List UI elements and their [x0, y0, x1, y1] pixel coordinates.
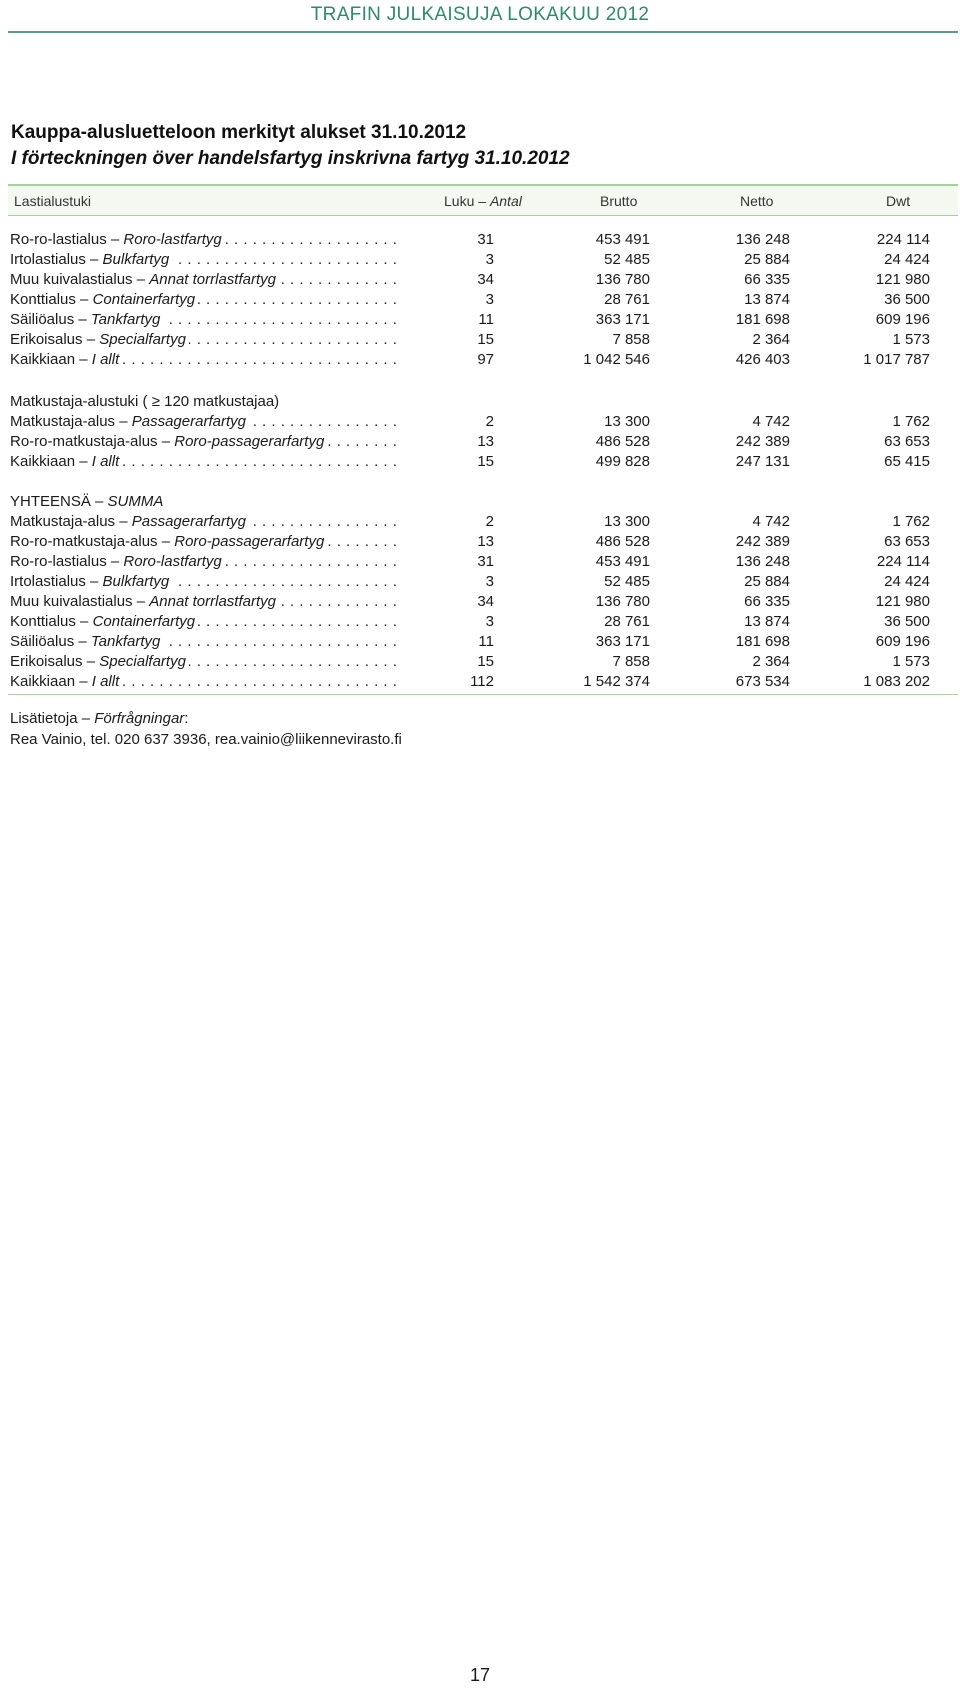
column-category: Lastialustuki — [14, 193, 92, 209]
row-label-fi: Ro-ro-matkustaja-alus – — [10, 533, 171, 550]
row-dwt: 121 980 — [875, 593, 930, 610]
row-net: 136 248 — [735, 231, 790, 248]
table-row — [10, 512, 958, 532]
table-row — [10, 412, 958, 432]
row-label-fi: Ro-ro-lastialus – — [10, 231, 120, 248]
row-count: 112 — [470, 673, 494, 690]
row-count: 11 — [478, 311, 494, 328]
row-net: 2 364 — [752, 653, 790, 670]
row-gross: 363 171 — [595, 633, 650, 650]
row-count: 3 — [485, 573, 494, 590]
row-net: 242 389 — [735, 433, 790, 450]
row-net: 2 364 — [752, 331, 790, 348]
page-number: 17 — [469, 1665, 491, 1685]
row-count: 3 — [485, 613, 494, 630]
table-row — [10, 310, 958, 330]
row-net: 25 884 — [744, 251, 790, 268]
contact-label-colon: : — [184, 710, 189, 727]
row-label-fi: Ro-ro-matkustaja-alus – — [10, 433, 171, 450]
passenger-section-title: Matkustaja-alustuki ( ≥ 120 matkustajaa) — [10, 393, 280, 410]
row-dwt: 1 573 — [892, 331, 930, 348]
row-label-sv: Specialfartyg — [99, 331, 186, 348]
row-count: 97 — [477, 351, 494, 368]
row-dwt: 1 083 202 — [863, 673, 930, 690]
row-label-fi: Irtolastialus – — [10, 573, 99, 590]
contact-label — [10, 708, 402, 729]
row-gross: 453 491 — [595, 231, 650, 248]
row-net: 13 874 — [744, 291, 790, 308]
row-count: 31 — [477, 553, 494, 570]
row-count: 2 — [485, 513, 494, 530]
row-gross: 486 528 — [595, 533, 650, 550]
row-dwt: 121 980 — [875, 271, 930, 288]
row-gross: 486 528 — [595, 433, 650, 450]
table-row — [10, 572, 958, 592]
row-gross: 453 491 — [595, 553, 650, 570]
row-label — [10, 330, 402, 350]
row-dwt: 24 424 — [884, 251, 930, 268]
row-label-fi: Kaikkiaan – — [10, 673, 88, 690]
row-net: 673 534 — [735, 673, 790, 690]
row-label-fi: Erikoisalus – — [10, 331, 96, 348]
row-count: 13 — [477, 433, 494, 450]
row-label-sv: Bulkfartyg — [102, 573, 170, 590]
row-label-fi: Konttialus – — [10, 613, 89, 630]
table-row — [10, 290, 958, 310]
column-net: Netto — [740, 193, 774, 209]
row-label — [10, 592, 402, 612]
contact-label-sv: Förfrågningar — [94, 710, 185, 727]
row-label — [10, 552, 402, 572]
row-count: 3 — [485, 251, 494, 268]
row-dwt: 36 500 — [884, 613, 930, 630]
row-label — [10, 632, 402, 652]
column-gross: Brutto — [600, 193, 638, 209]
row-dwt: 63 653 — [884, 433, 930, 450]
row-label — [10, 230, 402, 250]
title-finnish: Kauppa-alusluetteloon merkityt alukset 31.10.2012 — [11, 122, 467, 143]
row-net: 4 742 — [752, 413, 790, 430]
row-label — [10, 350, 402, 370]
table-row — [10, 612, 958, 632]
publication-header: TRAFIN JULKAISUJA LOKAKUU 2012 — [310, 4, 650, 25]
row-net: 25 884 — [744, 573, 790, 590]
row-gross: 7 858 — [612, 331, 650, 348]
row-gross: 363 171 — [595, 311, 650, 328]
row-dwt: 1 017 787 — [863, 351, 930, 368]
row-gross: 28 761 — [604, 613, 650, 630]
row-count: 34 — [477, 593, 494, 610]
row-label-fi: Matkustaja-alus – — [10, 413, 128, 430]
row-label — [10, 412, 402, 432]
row-label-fi: Säiliöalus – — [10, 633, 87, 650]
table-row — [10, 652, 958, 672]
table-bottom-rule — [8, 694, 958, 695]
row-label-fi: Kaikkiaan – — [10, 351, 88, 368]
row-count: 15 — [477, 653, 494, 670]
row-label-sv: Containerfartyg — [92, 291, 196, 308]
row-dwt: 1 762 — [892, 513, 930, 530]
table-row — [10, 432, 958, 452]
row-net: 4 742 — [752, 513, 790, 530]
row-label — [10, 652, 402, 672]
row-dwt: 609 196 — [875, 311, 930, 328]
row-label — [10, 452, 402, 472]
row-label-sv: I allt — [91, 351, 120, 368]
table-row — [10, 350, 958, 370]
row-label — [10, 250, 402, 270]
row-label-sv: Roro-passagerarfartyg — [174, 533, 325, 550]
row-label — [10, 572, 402, 592]
row-dwt: 224 114 — [876, 231, 930, 248]
row-label — [10, 432, 402, 452]
table-header — [8, 184, 958, 216]
row-label-sv: Passagerarfartyg — [131, 513, 246, 530]
row-gross: 136 780 — [595, 271, 650, 288]
row-gross: 13 300 — [604, 513, 650, 530]
row-label-fi: Muu kuivalastialus – — [10, 593, 146, 610]
row-label-sv: Roro-passagerarfartyg — [174, 433, 325, 450]
table-row — [10, 230, 958, 250]
document-title — [11, 120, 570, 172]
row-dwt: 609 196 — [875, 633, 930, 650]
table-row — [10, 532, 958, 552]
row-net: 242 389 — [735, 533, 790, 550]
row-label-sv: Bulkfartyg — [102, 251, 170, 268]
row-label-fi: Muu kuivalastialus – — [10, 271, 146, 288]
table-row — [10, 592, 958, 612]
row-label-sv: Roro-lastfartyg — [123, 553, 222, 570]
row-count: 15 — [477, 453, 494, 470]
row-label-sv: Tankfartyg — [90, 633, 161, 650]
row-gross: 7 858 — [612, 653, 650, 670]
column-dwt: Dwt — [886, 193, 911, 209]
row-net: 66 335 — [744, 271, 790, 288]
row-gross: 499 828 — [595, 453, 650, 470]
row-label-sv: I allt — [91, 453, 120, 470]
row-label-sv: I allt — [91, 673, 120, 690]
total-section-title — [10, 492, 163, 512]
row-net: 247 131 — [735, 453, 790, 470]
row-dwt: 1 762 — [892, 413, 930, 430]
column-count-sv: Antal — [489, 193, 522, 209]
row-count: 31 — [477, 231, 494, 248]
total-title-sv: SUMMA — [107, 493, 164, 510]
row-dwt: 224 114 — [876, 553, 930, 570]
row-count: 13 — [477, 533, 494, 550]
row-count: 2 — [485, 413, 494, 430]
row-label-fi: Kaikkiaan – — [10, 453, 88, 470]
row-label — [10, 290, 402, 310]
contact-details: Rea Vainio, tel. 020 637 3936, rea.vainio@liikennevirasto.fi — [10, 731, 402, 748]
row-count: 34 — [477, 271, 494, 288]
row-gross: 1 042 546 — [583, 351, 650, 368]
table-row — [10, 452, 958, 472]
row-gross: 52 485 — [604, 573, 650, 590]
row-net: 426 403 — [735, 351, 790, 368]
row-net: 181 698 — [735, 633, 790, 650]
row-gross: 28 761 — [604, 291, 650, 308]
row-dwt: 65 415 — [884, 453, 930, 470]
total-title-fi: YHTEENSÄ – — [10, 493, 104, 510]
row-gross: 1 542 374 — [583, 673, 650, 690]
row-label-fi: Erikoisalus – — [10, 653, 96, 670]
row-label-sv: Annat torrlastfartyg — [149, 271, 276, 288]
row-label-fi: Matkustaja-alus – — [10, 513, 128, 530]
row-dwt: 24 424 — [884, 573, 930, 590]
header-divider — [8, 31, 958, 33]
row-label-sv: Roro-lastfartyg — [123, 231, 222, 248]
row-count: 15 — [477, 331, 494, 348]
row-dwt: 36 500 — [884, 291, 930, 308]
row-label-sv: Annat torrlastfartyg — [149, 593, 276, 610]
table-row — [10, 672, 958, 692]
row-net: 181 698 — [735, 311, 790, 328]
row-net: 136 248 — [735, 553, 790, 570]
row-label-fi: Irtolastialus – — [10, 251, 99, 268]
row-label — [10, 270, 402, 290]
row-gross: 136 780 — [595, 593, 650, 610]
title-swedish: I förteckningen över handelsfartyg inskrivna fartyg 31.10.2012 — [11, 148, 570, 169]
column-count — [444, 193, 522, 209]
row-label-sv: Passagerarfartyg — [131, 413, 246, 430]
row-label — [10, 532, 402, 552]
table-row — [10, 270, 958, 290]
row-label-sv: Tankfartyg — [90, 311, 161, 328]
row-label — [10, 310, 402, 330]
row-gross: 52 485 — [604, 251, 650, 268]
row-gross: 13 300 — [604, 413, 650, 430]
row-net: 66 335 — [744, 593, 790, 610]
row-label-sv: Containerfartyg — [92, 613, 196, 630]
row-dwt: 63 653 — [884, 533, 930, 550]
row-net: 13 874 — [744, 613, 790, 630]
row-label-fi: Konttialus – — [10, 291, 89, 308]
table-row — [10, 330, 958, 350]
table-row — [10, 552, 958, 572]
contact-label-fi: Lisätietoja – — [10, 710, 91, 727]
row-dwt: 1 573 — [892, 653, 930, 670]
table-row — [10, 632, 958, 652]
row-label-fi: Säiliöalus – — [10, 311, 87, 328]
row-label-fi: Ro-ro-lastialus – — [10, 553, 120, 570]
table-row — [10, 250, 958, 270]
row-count: 3 — [485, 291, 494, 308]
column-count-fi: Luku – — [444, 193, 487, 209]
row-count: 11 — [478, 633, 494, 650]
row-label — [10, 612, 402, 632]
row-label — [10, 672, 402, 692]
contact-info — [10, 708, 402, 750]
row-label — [10, 512, 402, 532]
row-label-sv: Specialfartyg — [99, 653, 186, 670]
